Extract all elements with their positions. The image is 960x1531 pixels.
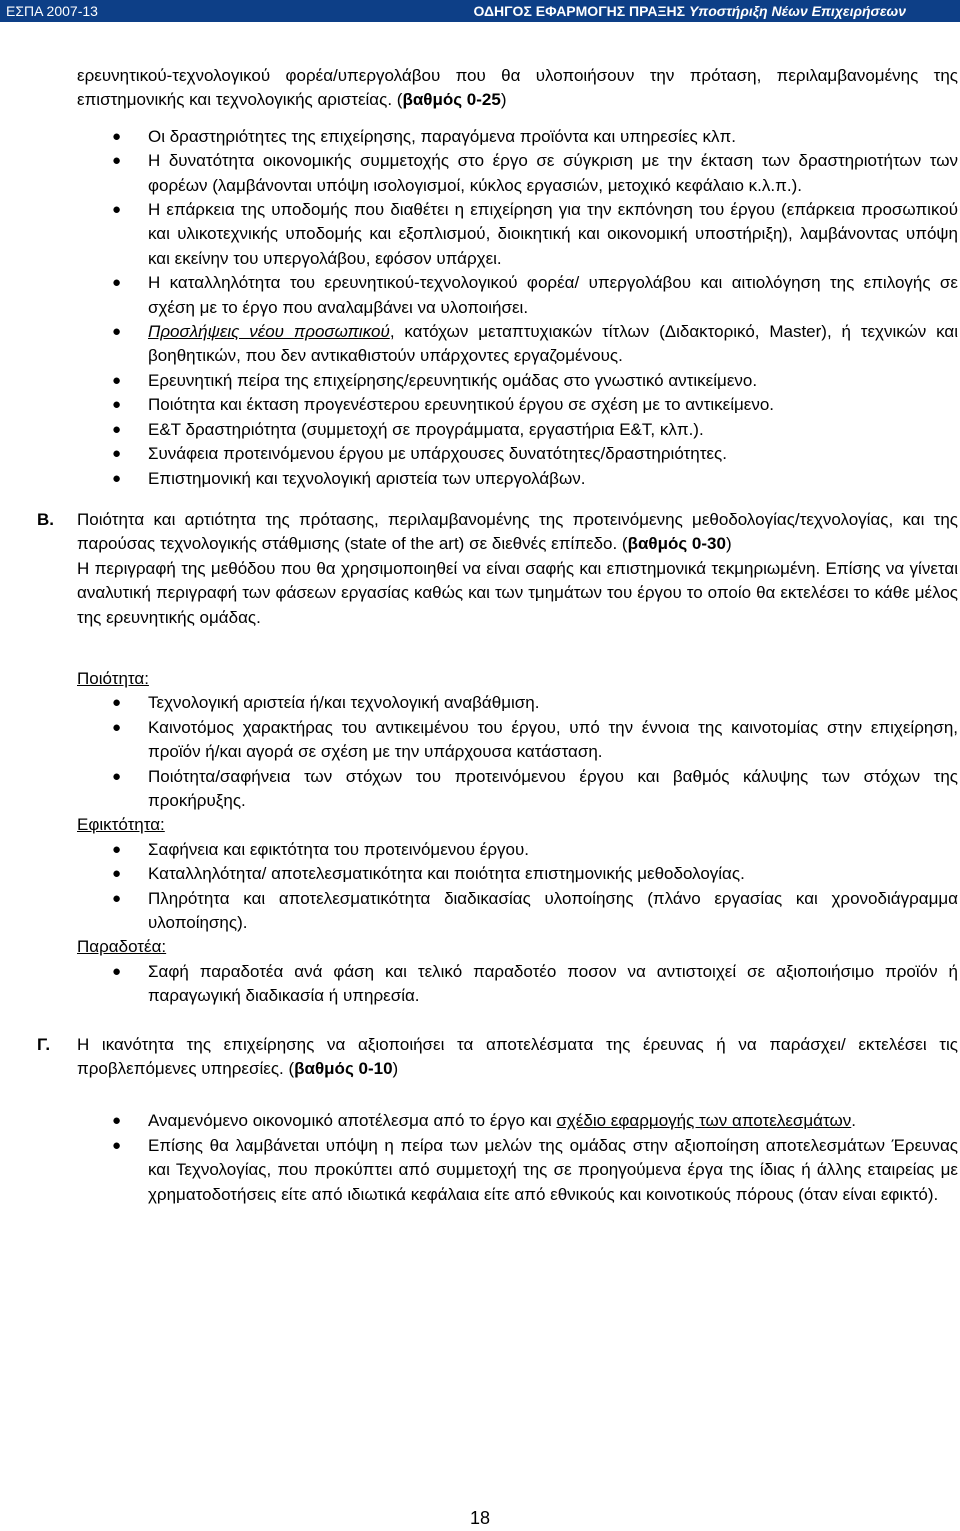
bullet-icon: ● (112, 445, 122, 463)
header-right: ΟΔΗΓΟΣ ΕΦΑΡΜΟΓΗΣ ΠΡΑΞΗΣ Υποστήριξη Νέων Επιχειρήσεων (473, 3, 906, 19)
bullet-icon: ● (112, 274, 122, 292)
bullet-icon: ● (112, 323, 122, 341)
bullet-icon: ● (112, 1112, 122, 1130)
bullet-icon: ● (112, 152, 122, 170)
list-item: ● Ερευνητική πείρα της επιχείρησης/ερευνητικής ομάδας στο γνωστικό αντικείμενο. (77, 369, 958, 393)
list-item: ● Καταλληλότητα/ αποτελεσματικότητα και ποιότητα επιστημονικής μεθοδολογίας. (77, 862, 958, 886)
bullet-icon: ● (112, 371, 122, 389)
list-item: ● Οι δραστηριότητες της επιχείρησης, παραγόμενα προϊόντα και υπηρεσίες κλπ. (77, 125, 958, 149)
section-c (37, 1033, 958, 1207)
list-item: ● Προσλήψεις νέου προσωπικού, κατόχων μεταπτυχιακών τίτλων (Διδακτορικό, Master), ή τεχνικών και βοηθητικών, που δεν αντικαθιστούν υπάρχοντες εργαζομένους. (112, 322, 959, 366)
bullet-icon: ● (112, 1136, 122, 1154)
bullet-icon: ● (112, 396, 122, 414)
bullet-icon: ● (112, 127, 122, 145)
list-item: ● Αναμενόμενο οικονομικό αποτέλεσμα από το έργο και σχέδιο εφαρμογής των αποτελεσμάτων. (77, 1109, 958, 1133)
intro-paragraph: ερευνητικού-τεχνολογικού φορέα/υπεργολάβου που θα υλοποιήσουν την πρόταση, περιλαμβανομένης της επιστημονικής και τεχνολογικής αριστείας. (βαθμός 0-25) (77, 66, 958, 110)
criteria-list-a (77, 125, 958, 491)
quality-heading: Ποιότητα: (77, 668, 149, 688)
bullet-icon: ● (112, 767, 122, 785)
list-item: ● Η επάρκεια της υποδομής που διαθέτει η επιχείρηση για την εκπόνηση του έργου (επάρκεια προσωπικού και υλικοτεχνικής υποδομής και εξοπλισμού, διοικητική και οικονομική υποστήριξη), λαμβάνοντας υπόψη και εκείνην του υπεργολάβου, εφόσον υπάρχει. (112, 200, 958, 268)
list-item: ● Επίσης θα λαμβάνεται υπόψη η πείρα των μελών της ομάδας στην αξιοποίηση αποτελεσμάτων Έρευνας και Τεχνολογίας, που προκύπτει από συμμετοχή της σε προηγούμενα έργα της ίδιας ή άλλης εταιρείας με χρηματοδοτήσεις είτε από ιδιωτικά κεφάλαια είτε από εθνικούς και κοινοτικούς πόρους (όταν είναι εφικτό). (112, 1135, 958, 1204)
section-b-text: Ποιότητα και αρτιότητα της πρότασης, περιλαμβανομένης της προτεινόμενης μεθοδολογίας/τεχνολογίας, και της παρούσας τεχνολογικής στάθμισης (state of the art) σε διεθνές επίπεδο. (βαθμός 0-30) (77, 509, 958, 554)
list-item: ● Ποιότητα/σαφήνεια των στόχων του προτεινόμενου έργου και βαθμός κάλυψης των στόχων της προκήρυξης. (112, 766, 958, 810)
list-item: ● Πληρότητα και αποτελεσματικότητα διαδικασίας υλοποίησης (πλάνο εργασίας και χρονοδιάγραμμα υλοποίησης). (112, 888, 958, 932)
feasibility-list (77, 838, 958, 936)
section-b-letter: Β. (37, 509, 54, 529)
list-item: ● Σαφή παραδοτέα ανά φάση και τελικό παραδοτέο ποσον να αντιστοιχεί σε αξιοποιήσιμο προϊόν ή παραγωγική διαδικασία ή υπηρεσία. (112, 961, 958, 1006)
page-number: 18 (469, 1508, 491, 1528)
feasibility-heading: Εφικτότητα: (77, 815, 165, 835)
section-c-text: Η ικανότητα της επιχείρησης να αξιοποιήσει τα αποτελέσματα της έρευνας ή να παράσχει/ εκτελέσει τις προβλεπόμενες υπηρεσίες. (βαθμός 0-10) (77, 1034, 958, 1079)
utilization-list (77, 1109, 958, 1207)
list-item: ● Ε&Τ δραστηριότητα (συμμετοχή σε προγράμματα, εργαστήρια Ε&Τ, κλπ.). (77, 418, 958, 442)
bullet-icon: ● (112, 420, 122, 438)
list-item: ● Σαφήνεια και εφικτότητα του προτεινόμενου έργου. (77, 838, 958, 862)
list-item: ● Καινοτόμος χαρακτήρας του αντικειμένου του έργου, υπό την έννοια της καινοτομίας στην επιχείρηση, προϊόν ή/και αγορά σε σχέση με την υπάρχουσα κατάσταση. (112, 717, 958, 762)
page-body (37, 64, 959, 1207)
running-header (0, 0, 960, 22)
bullet-icon: ● (112, 718, 122, 736)
quality-list (77, 691, 958, 813)
list-item: ● Τεχνολογική αριστεία ή/και τεχνολογική αναβάθμιση. (77, 691, 958, 715)
bullet-icon: ● (112, 865, 122, 883)
section-c-letter: Γ. (37, 1034, 51, 1054)
list-item: ● Η δυνατότητα οικονομικής συμμετοχής στο έργο σε σύγκριση με την έκταση των δραστηριοτήτων των φορέων (λαμβάνονται υπόψη ισολογισμοί, κύκλος εργασιών, μετοχικό κεφάλαιο κ.λ.π.). (112, 151, 958, 195)
deliverables-list (77, 960, 958, 1009)
deliverables-heading: Παραδοτέα: (77, 937, 167, 957)
bullet-icon: ● (112, 840, 122, 858)
bullet-icon: ● (112, 889, 122, 907)
list-item: ● Συνάφεια προτεινόμενου έργου με υπάρχουσες δυνατότητες/δραστηριότητες. (77, 442, 958, 466)
bullet-icon: ● (112, 694, 122, 712)
header-left: ΕΣΠΑ 2007-13 (6, 3, 98, 19)
list-item: ● Ποιότητα και έκταση προγενέστερου ερευνητικού έργου σε σχέση με το αντικείμενο. (77, 393, 958, 417)
bullet-icon: ● (112, 201, 122, 219)
section-b (37, 508, 958, 1009)
section-b-paragraph: Η περιγραφή της μεθόδου που θα χρησιμοποιηθεί να είναι σαφής και επιστημονικά τεκμηριωμένη. Επίσης να γίνεται αναλυτική περιγραφή των φάσεων εργασίας καθώς και των τμημάτων του έργου το οποίο θα εκτελέσει το κάθε μέλος της ερευνητικής ομάδας. (77, 558, 958, 627)
bullet-icon: ● (112, 962, 122, 980)
bullet-icon: ● (112, 469, 122, 487)
list-item: ● Επιστημονική και τεχνολογική αριστεία των υπεργολάβων. (77, 467, 958, 491)
list-item: ● Η καταλληλότητα του ερευνητικού-τεχνολογικού φορέα/ υπεργολάβου και αιτιολόγηση της επιλογής σε σχέση με το έργο που αναλαμβάνει να υλοποιήσει. (112, 273, 958, 317)
